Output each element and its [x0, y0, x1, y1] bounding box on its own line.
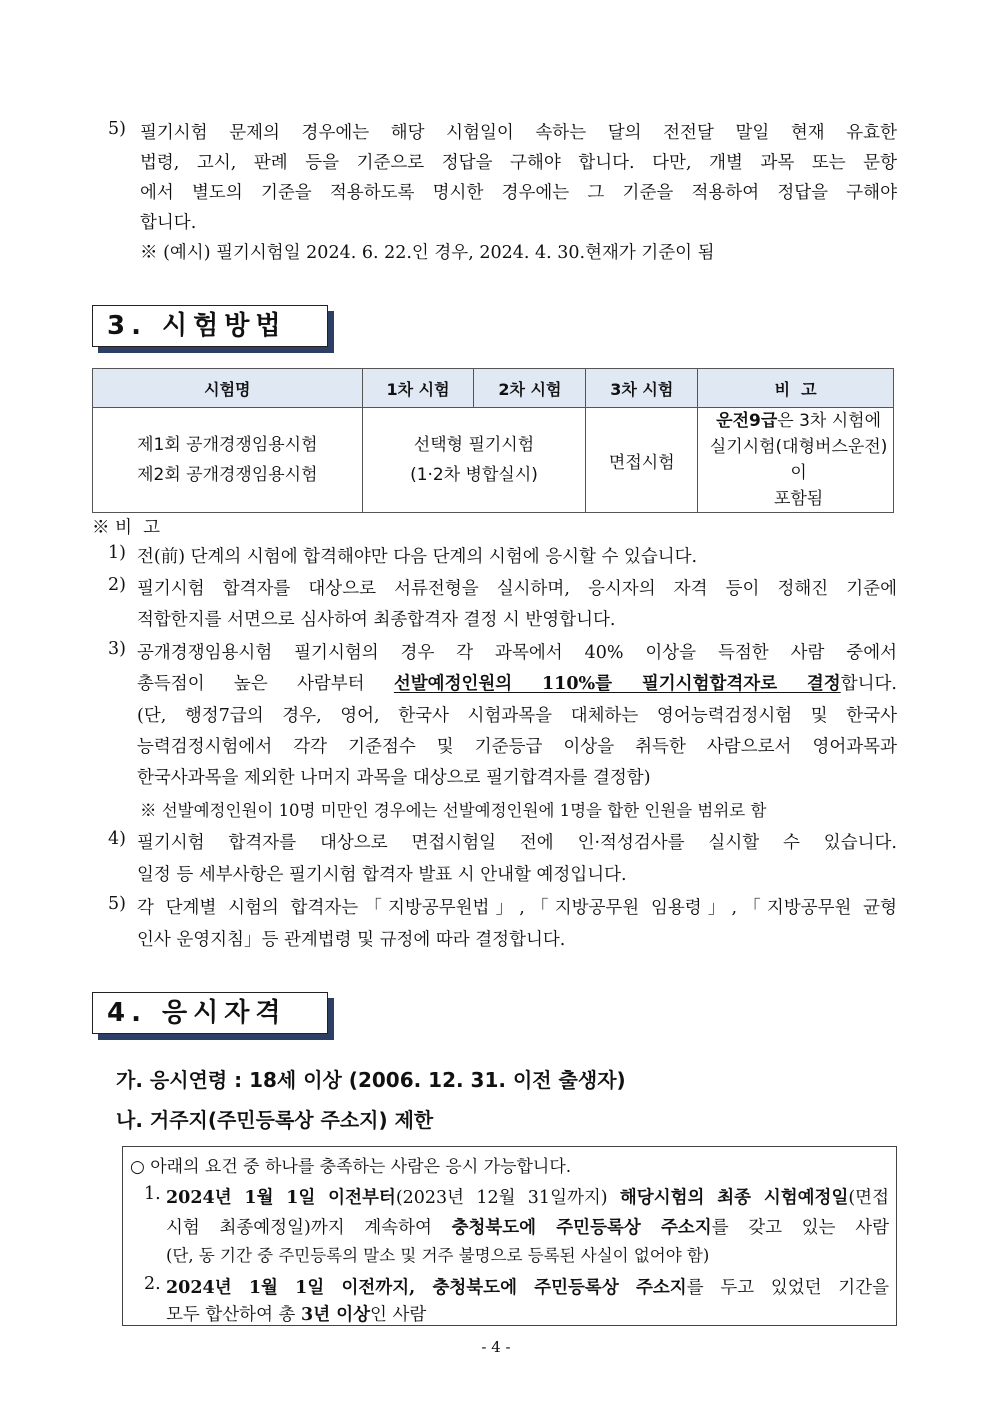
paragraph-line: 인사 운영지침」등 관계법령 및 규정에 따라 결정합니다.	[137, 930, 566, 950]
paragraph-line: 필기시험 합격자를 대상으로 서류전형을 실시하며, 응시자의 자격 등이 정해진 기준에	[137, 579, 897, 599]
remarks-title: ※ 비 고	[92, 518, 160, 538]
exam-name: 제2회 공개경쟁임용시험	[137, 465, 318, 485]
item-number: 3)	[108, 639, 126, 659]
remark-text: 실기시험(대형버스운전)이	[709, 437, 888, 483]
item-number: 4)	[108, 829, 126, 849]
remark-text: 은 3차 시험에	[777, 411, 882, 431]
paragraph-line: (단, 동 기간 중 주민등록의 말소 및 거주 불명으로 등록된 사실이 없어야 함)	[166, 1246, 710, 1265]
stage12-cell	[362, 408, 586, 513]
paragraph-line	[166, 1184, 889, 1209]
section-heading: 4. 응시자격	[92, 992, 328, 1034]
page-number: - 4 -	[481, 1338, 511, 1356]
table-header: 비 고	[698, 369, 894, 408]
paragraph-line	[166, 1301, 426, 1326]
item-number: 1.	[144, 1184, 161, 1204]
age-requirement: 가. 응시연령 : 18세 이상 (2006. 12. 31. 이전 출생자)	[116, 1068, 626, 1092]
paragraph-line: 각 단계별 시험의 합격자는「지방공무원법」,「지방공무원 임용령」,「지방공무원 균형	[137, 898, 897, 918]
item-number: 2.	[144, 1274, 161, 1294]
text-span: 를 갖고 있는 사람	[711, 1218, 890, 1238]
emphasis-text: 2024년 1월 1일 이전까지, 충청북도에 주민등록상 주소지	[166, 1278, 687, 1298]
paragraph-line: 일정 등 세부사항은 필기시험 합격자 발표 시 안내할 예정입니다.	[137, 865, 627, 885]
paragraph-line: 능력검정시험에서 각각 기준점수 및 기준등급 이상을 취득한 사람으로서 영어과목과	[137, 737, 897, 757]
paragraph-line	[137, 670, 897, 695]
remark-text: 포함됨	[773, 489, 824, 509]
table-header: 2차 시험	[474, 369, 586, 408]
text-span: 모두 합산하여 총	[166, 1305, 302, 1325]
section-heading: 3. 시험방법	[92, 305, 328, 347]
item-number: 1)	[108, 543, 126, 563]
text-span: 시험 최종예정일)까지 계속하여	[166, 1218, 452, 1238]
paragraph-line: 합니다.	[140, 213, 197, 233]
item-number: 5)	[108, 894, 126, 914]
exam-name-cell	[93, 408, 363, 513]
table-header-row	[93, 369, 894, 408]
emphasis-text: 2024년 1월 1일 이전부터	[166, 1188, 396, 1208]
stage12-detail: (1·2차 병합실시)	[410, 465, 538, 485]
item-number: 2)	[108, 575, 126, 595]
sub-note: ※ 선발예정인원이 10명 미만인 경우에는 선발예정인원에 1명을 합한 인원을 범위로 함	[140, 801, 767, 820]
emphasis-text: 3년 이상	[301, 1305, 371, 1325]
example-note: ※ (예시) 필기시험일 2024. 6. 22.인 경우, 2024. 4. 30.현재가 기준이 됨	[140, 243, 715, 263]
paragraph-line: 공개경쟁임용시험 필기시험의 경우 각 과목에서 40% 이상을 득점한 사람 중에서	[137, 643, 897, 663]
paragraph-line: 필기시험 문제의 경우에는 해당 시험일이 속하는 달의 전전달 말일 현재 유효한	[140, 123, 897, 143]
paragraph-line	[166, 1274, 889, 1299]
paragraph-line: 법령, 고시, 판례 등을 기준으로 정답을 구해야 합니다. 다만, 개별 과목 또는 문항	[140, 153, 897, 173]
emphasis-text: 선발예정인원의 110%를 필기시험합격자로 결정	[393, 674, 841, 694]
paragraph-line: 에서 별도의 기준을 적용하도록 명시한 경우에는 그 기준을 적용하여 정답을 구해야	[140, 183, 897, 203]
residence-heading: 나. 거주지(주민등록상 주소지) 제한	[116, 1108, 434, 1132]
text-span: (면접	[848, 1188, 889, 1208]
stage3-cell: 면접시험	[586, 408, 698, 513]
emphasis-text: 충청북도에 주민등록상 주소지	[451, 1218, 712, 1238]
table-header: 시험명	[93, 369, 363, 408]
exam-method-table	[92, 368, 894, 513]
text-span: 인 사람	[370, 1305, 427, 1325]
paragraph-line	[166, 1214, 889, 1239]
table-header: 3차 시험	[586, 369, 698, 408]
emphasis-text: 해당시험의 최종 시험예정일	[619, 1188, 849, 1208]
paragraph-line: 필기시험 합격자를 대상으로 면접시험일 전에 인·적성검사를 실시할 수 있습니다.	[137, 833, 897, 853]
text-span: (2023년 12월 31일까지)	[395, 1188, 620, 1208]
text-span: 합니다.	[840, 674, 897, 694]
paragraph-line: 전(前) 단계의 시험에 합격해야만 다음 단계의 시험에 응시할 수 있습니다.	[137, 547, 698, 567]
paragraph-line: 한국사과목을 제외한 나머지 과목을 대상으로 필기합격자를 결정함)	[137, 768, 651, 788]
box-intro: ○ 아래의 요건 중 하나를 충족하는 사람은 응시 가능합니다.	[130, 1157, 572, 1177]
table-row	[93, 408, 894, 513]
remark-bold: 운전9급	[716, 411, 778, 431]
exam-name: 제1회 공개경쟁임용시험	[137, 435, 318, 455]
item-number: 5)	[108, 119, 126, 139]
text-span: 를 두고 있었던 기간을	[686, 1278, 889, 1298]
paragraph-line: 적합한지를 서면으로 심사하여 최종합격자 결정 시 반영합니다.	[137, 610, 616, 630]
remark-cell	[698, 408, 894, 513]
stage12-type: 선택형 필기시험	[413, 435, 535, 455]
text-span: 총득점이 높은 사람부터	[137, 674, 365, 694]
table-header: 1차 시험	[362, 369, 474, 408]
paragraph-line: (단, 행정7급의 경우, 영어, 한국사 시험과목을 대체하는 영어능력검정시험 및 한국사	[137, 706, 897, 726]
